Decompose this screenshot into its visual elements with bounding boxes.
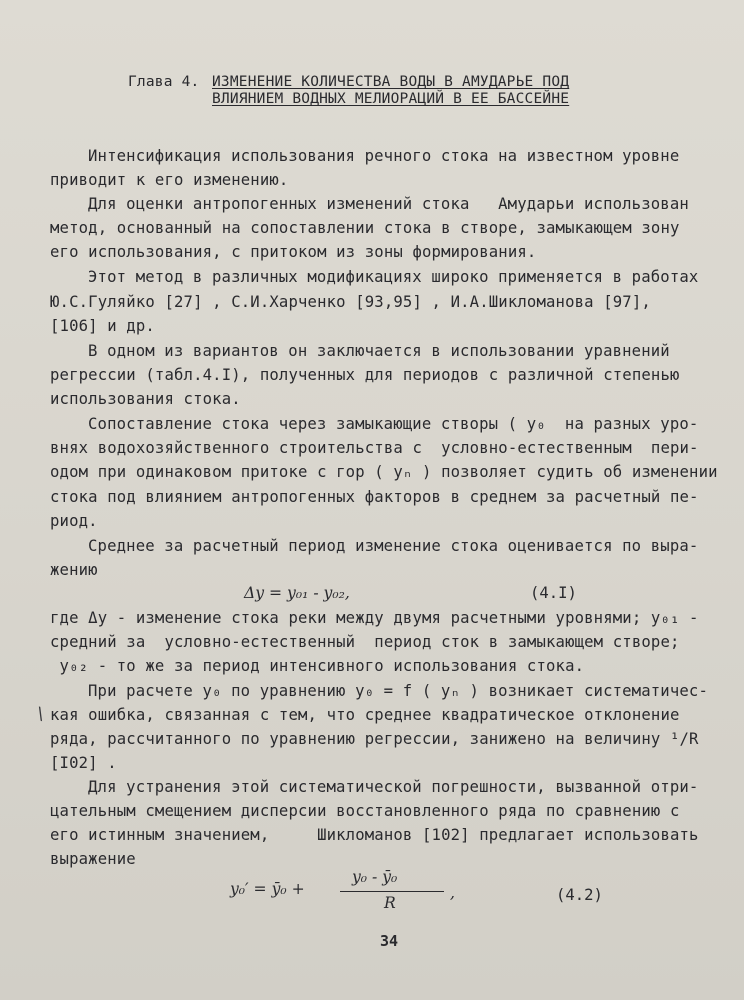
chapter-label: Глава 4. <box>128 74 200 90</box>
text-line: Для устранения этой систематической погрешности, вызванной отри- <box>88 778 699 796</box>
text-line: его использования, с притоком из зоны формирования. <box>50 243 537 261</box>
text-line: [I02] . <box>50 754 117 772</box>
text-line: ряда, рассчитанного по уравнению регрессии, занижено на величину ¹/R <box>50 730 699 748</box>
equation-4-2-lhs: y₀′ = ȳ₀ + <box>230 880 305 898</box>
text-line: В одном из вариантов он заключается в использовании уравнений <box>88 342 670 360</box>
chapter-heading <box>128 74 569 108</box>
equation-4-2-number: (4.2) <box>556 886 603 904</box>
margin-mark: \ <box>33 702 49 725</box>
text-line: Интенсификация использования речного стока на известном уровне <box>88 147 680 165</box>
text-line: Сопоставление стока через замыкающие створы ( y₀ на разных уро- <box>88 415 699 433</box>
equation-4-2-tail: , <box>450 884 455 902</box>
text-line: кая ошибка, связанная с тем, что среднее квадратическое отклонение <box>50 706 680 724</box>
text-line: одом при одинаковом притоке с гор ( yₙ ) позволяет судить об изменении <box>50 463 718 481</box>
equation-4-2-numerator: y₀ - ȳ₀ <box>352 868 398 886</box>
text-line: метод, основанный на сопоставлении стока в створе, замыкающем зону <box>50 219 680 237</box>
equation-4-1: Δy = y₀₁ - y₀₂, <box>244 584 350 602</box>
text-line: Для оценки антропогенных изменений стока Амударьи использован <box>88 195 689 213</box>
text-line: цательным смещением дисперсии восстановленного ряда по сравнению с <box>50 802 680 820</box>
text-line: стока под влиянием антропогенных факторов в среднем за расчетный пе- <box>50 488 699 506</box>
equation-4-2-denominator: R <box>384 894 396 912</box>
text-line: Этот метод в различных модификациях широко применяется в работах <box>88 268 699 286</box>
text-line: [106] и др. <box>50 317 155 335</box>
text-line: y₀₂ - то же за период интенсивного использования стока. <box>50 657 585 675</box>
text-line: жению <box>50 561 98 579</box>
text-line: риод. <box>50 512 98 530</box>
equation-4-1-number: (4.I) <box>530 584 577 602</box>
chapter-title-line2: ВЛИЯНИЕМ ВОДНЫХ МЕЛИОРАЦИЙ В ЕЕ БАССЕЙНЕ <box>212 91 570 107</box>
text-line: его истинным значением, Шикломанов [102] предлагает использовать <box>50 826 699 844</box>
text-line: регрессии (табл.4.I), полученных для периодов с различной степенью <box>50 366 680 384</box>
text-line: Ю.С.Гуляйко [27] , С.И.Харченко [93,95] , И.А.Шикломанова [97], <box>50 293 651 311</box>
fraction-bar <box>340 891 444 892</box>
chapter-title-line1: ИЗМЕНЕНИЕ КОЛИЧЕСТВА ВОДЫ В АМУДАРЬЕ ПОД <box>212 74 570 90</box>
text-line: выражение <box>50 850 136 868</box>
text-line: где Δy - изменение стока реки между двумя расчетными уровнями; y₀₁ - <box>50 609 699 627</box>
text-line: средний за условно-естественный период сток в замыкающем створе; <box>50 633 680 651</box>
page-number: 34 <box>380 932 399 950</box>
text-line: Среднее за расчетный период изменение стока оценивается по выра- <box>88 537 699 555</box>
text-line: использования стока. <box>50 390 241 408</box>
text-line: приводит к его изменению. <box>50 171 289 189</box>
text-line: При расчете y₀ по уравнению y₀ = f ( yₙ ) возникает систематичес- <box>88 682 708 700</box>
text-line: внях водохозяйственного строительства с условно-естественным пери- <box>50 439 699 457</box>
